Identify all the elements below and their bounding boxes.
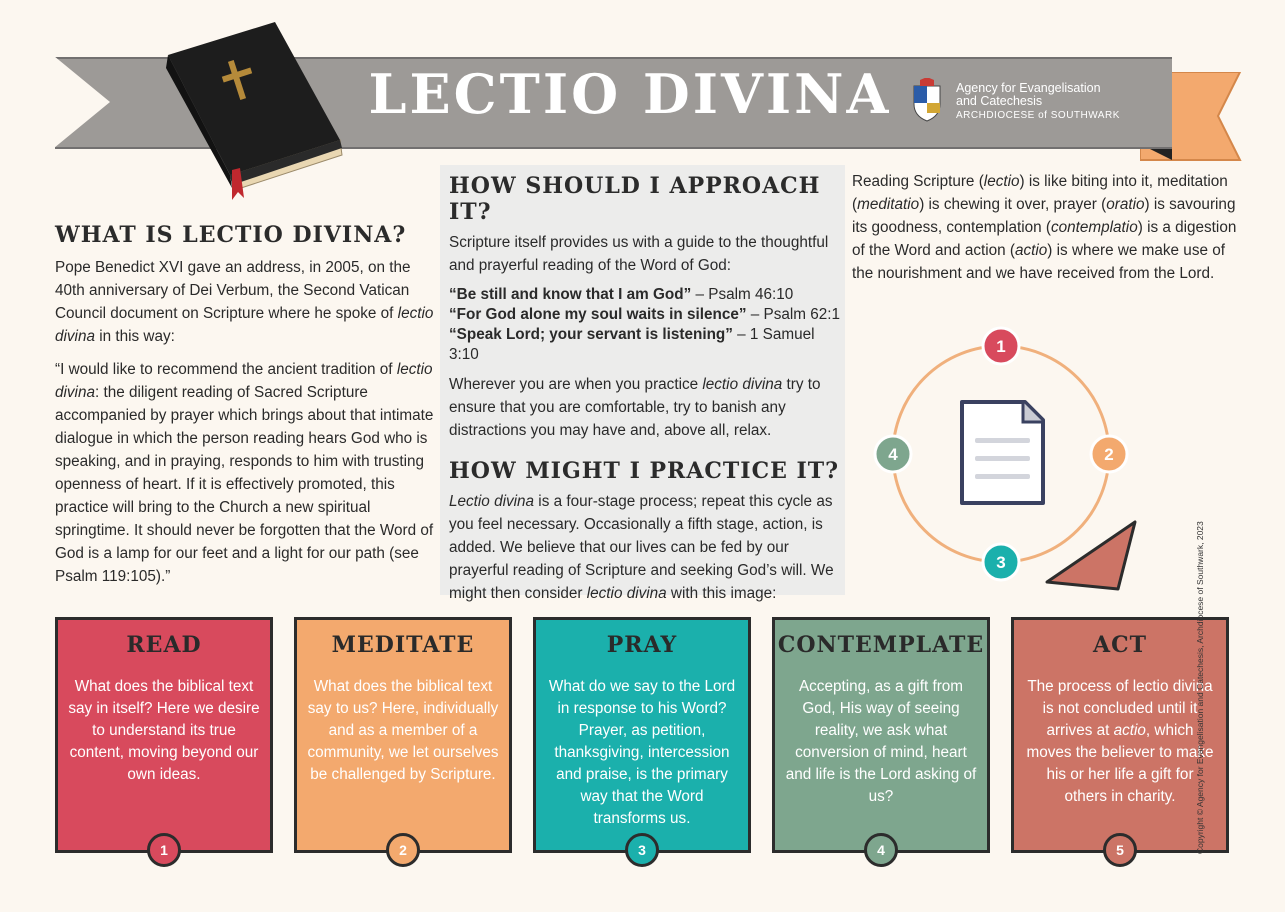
approach-panel (440, 165, 845, 602)
practice-paragraph (449, 490, 844, 605)
card-title: READ (126, 632, 202, 658)
copyright-notice: Copyright © Agency for Evangelisation and Catechesis, Archdiocese of Southwark, 2023 (1195, 521, 1205, 854)
approach-emphasis: lectio divina (702, 376, 783, 393)
logo-line-1: Agency for Evangelisation (956, 81, 1101, 95)
what-is-intro (55, 256, 435, 348)
card-pray (533, 617, 751, 858)
verse-list (449, 285, 844, 365)
explanation-text: ) is where we make use of the nourishment and we have received from the Lord. (852, 242, 1225, 282)
intro-text: Pope Benedict XVI gave an address, in 2005, on the 40th anniversary of Dei Verbum, the Second Vatican Council document on Scripture where he spoke of (55, 259, 411, 322)
card-text: What does the biblical text say in itself? Here we desire to understand its true content, moving beyond our own ideas. (68, 678, 260, 783)
card-text-part: , which moves the believer to make his or her life a gift for others in charity. (1026, 722, 1214, 805)
verse-quote: “For God alone my soul waits in silence” (449, 306, 747, 323)
logo-line-3: ARCHDIOCESE of SOUTHWARK (956, 110, 1120, 121)
cycle-diagram (860, 320, 1180, 595)
cycle-label-1: 1 (996, 337, 1006, 356)
term-contemplatio: contemplatio (1050, 219, 1138, 236)
card-meditate (294, 617, 512, 858)
benedict-quote (55, 358, 435, 588)
card-title: ACT (1093, 632, 1147, 658)
term-oratio: oratio (1106, 196, 1145, 213)
approach-text-end: try to ensure that you are comfortable, try to banish any distractions you may have and, above all, relax. (449, 376, 821, 439)
cycle-node-3 (983, 544, 1019, 580)
term-meditatio: meditatio (857, 196, 920, 213)
term-lectio: lectio (983, 173, 1020, 190)
approach-heading: HOW SHOULD I APPROACH IT? (449, 173, 821, 225)
banner-notch (54, 56, 114, 148)
crest-icon (908, 78, 946, 122)
practice-heading: HOW MIGHT I PRACTICE IT? (449, 458, 840, 484)
card-text-part: The process of lectio divina is not concluded until it arrives at (1027, 678, 1213, 739)
cycle-label-4: 4 (888, 445, 898, 464)
practice-emphasis: Lectio divina (449, 493, 535, 510)
card-text: What do we say to the Lord in response to his Word? Prayer, as petition, thanksgiving, intercession and praise, is the primary way that the Word transforms us. (548, 678, 736, 827)
verse-ref: – Psalm 62:1 (746, 306, 841, 323)
card-number: 5 (1103, 833, 1137, 867)
card-title: PRAY (606, 632, 678, 658)
card-text: What does the biblical text say to us? Here, individually and as a member of a community, we let ourselves be challenged by Scripture. (307, 678, 499, 783)
verse-quote: “Speak Lord; your servant is listening” (449, 326, 733, 343)
verse-quote: “Be still and know that I am God” (449, 286, 692, 303)
explanation-text: ) is savouring its goodness, contemplation ( (852, 196, 1236, 236)
agency-logo (908, 76, 1118, 126)
card-number: 2 (386, 833, 420, 867)
card-title: MEDITATE (331, 632, 475, 658)
quote-text: “I would like to recommend the ancient tradition of (55, 361, 397, 378)
card-title: CONTEMPLATE (777, 632, 985, 658)
explanation-text: Reading Scripture ( (852, 173, 984, 190)
quote-text-end: : the diligent reading of Sacred Scripture accompanied by prayer which brings about that intimate dialogue in which the person reading hears God who is speaking, and in praying, responds to him with trusting openness of heart. If it is effectively promoted, this practice will bring to the Church a new spiritual springtime. It should never be forgotten that the Word of God is a lamp for our feet and a light for our path (see Psalm 119:105).” (55, 384, 434, 585)
what-is-heading: WHAT IS LECTIO DIVINA? (55, 222, 407, 248)
verse-ref: – 1 Samuel 3:10 (449, 326, 815, 363)
verse-item (449, 285, 844, 305)
cycle-node-2 (1091, 436, 1127, 472)
practice-emphasis-2: lectio divina (586, 585, 667, 602)
cycle-label-3: 3 (996, 553, 1006, 572)
card-number: 4 (864, 833, 898, 867)
intro-emphasis: lectio divina (55, 305, 434, 345)
page-title: LECTIO DIVINA (368, 62, 892, 126)
approach-paragraph (449, 373, 844, 442)
card-text-emphasis: actio (1113, 722, 1146, 739)
verse-ref: – Psalm 46:10 (691, 286, 794, 303)
card-read (55, 617, 273, 858)
cycle-node-1 (983, 328, 1019, 364)
triangle-shape (1047, 522, 1135, 589)
verse-item (449, 305, 844, 325)
what-is-section (55, 222, 435, 588)
explanation-text: ) is like biting into it, meditation ( (852, 173, 1228, 213)
stages-explanation (852, 170, 1237, 285)
quote-emphasis: lectio divina (55, 361, 433, 401)
card-text (1024, 676, 1216, 808)
explanation-text: ) is a digestion of the Word and action ( (852, 219, 1237, 259)
card-text: Accepting, as a gift from God, His way of seeing reality, we ask what conversion of mind, heart and life is the Lord asking of us? (785, 678, 977, 805)
practice-text-end: with this image: (666, 585, 777, 602)
cycle-node-4 (875, 436, 911, 472)
approach-intro: Scripture itself provides us with a guide to the thoughtful and prayerful reading of the Word of God: (449, 234, 829, 274)
term-actio: actio (1014, 242, 1048, 259)
card-number: 3 (625, 833, 659, 867)
card-contemplate (772, 617, 990, 858)
verse-item (449, 325, 844, 365)
explanation-text: ) is chewing it over, prayer ( (919, 196, 1107, 213)
card-number: 1 (147, 833, 181, 867)
document-icon (962, 402, 1043, 503)
cycle-label-2: 2 (1104, 445, 1114, 464)
practice-text: is a four-stage process; repeat this cycle as you feel necessary. Occasionally a fifth stage, action, is added. We believe that our lives can be fed by our prayerful reading of Scripture and seeking God’s will. We might then consider (449, 493, 834, 602)
approach-text: Wherever you are when you practice (449, 376, 703, 393)
logo-line-2: and Catechesis (956, 94, 1043, 108)
intro-text-end: in this way: (94, 328, 175, 345)
